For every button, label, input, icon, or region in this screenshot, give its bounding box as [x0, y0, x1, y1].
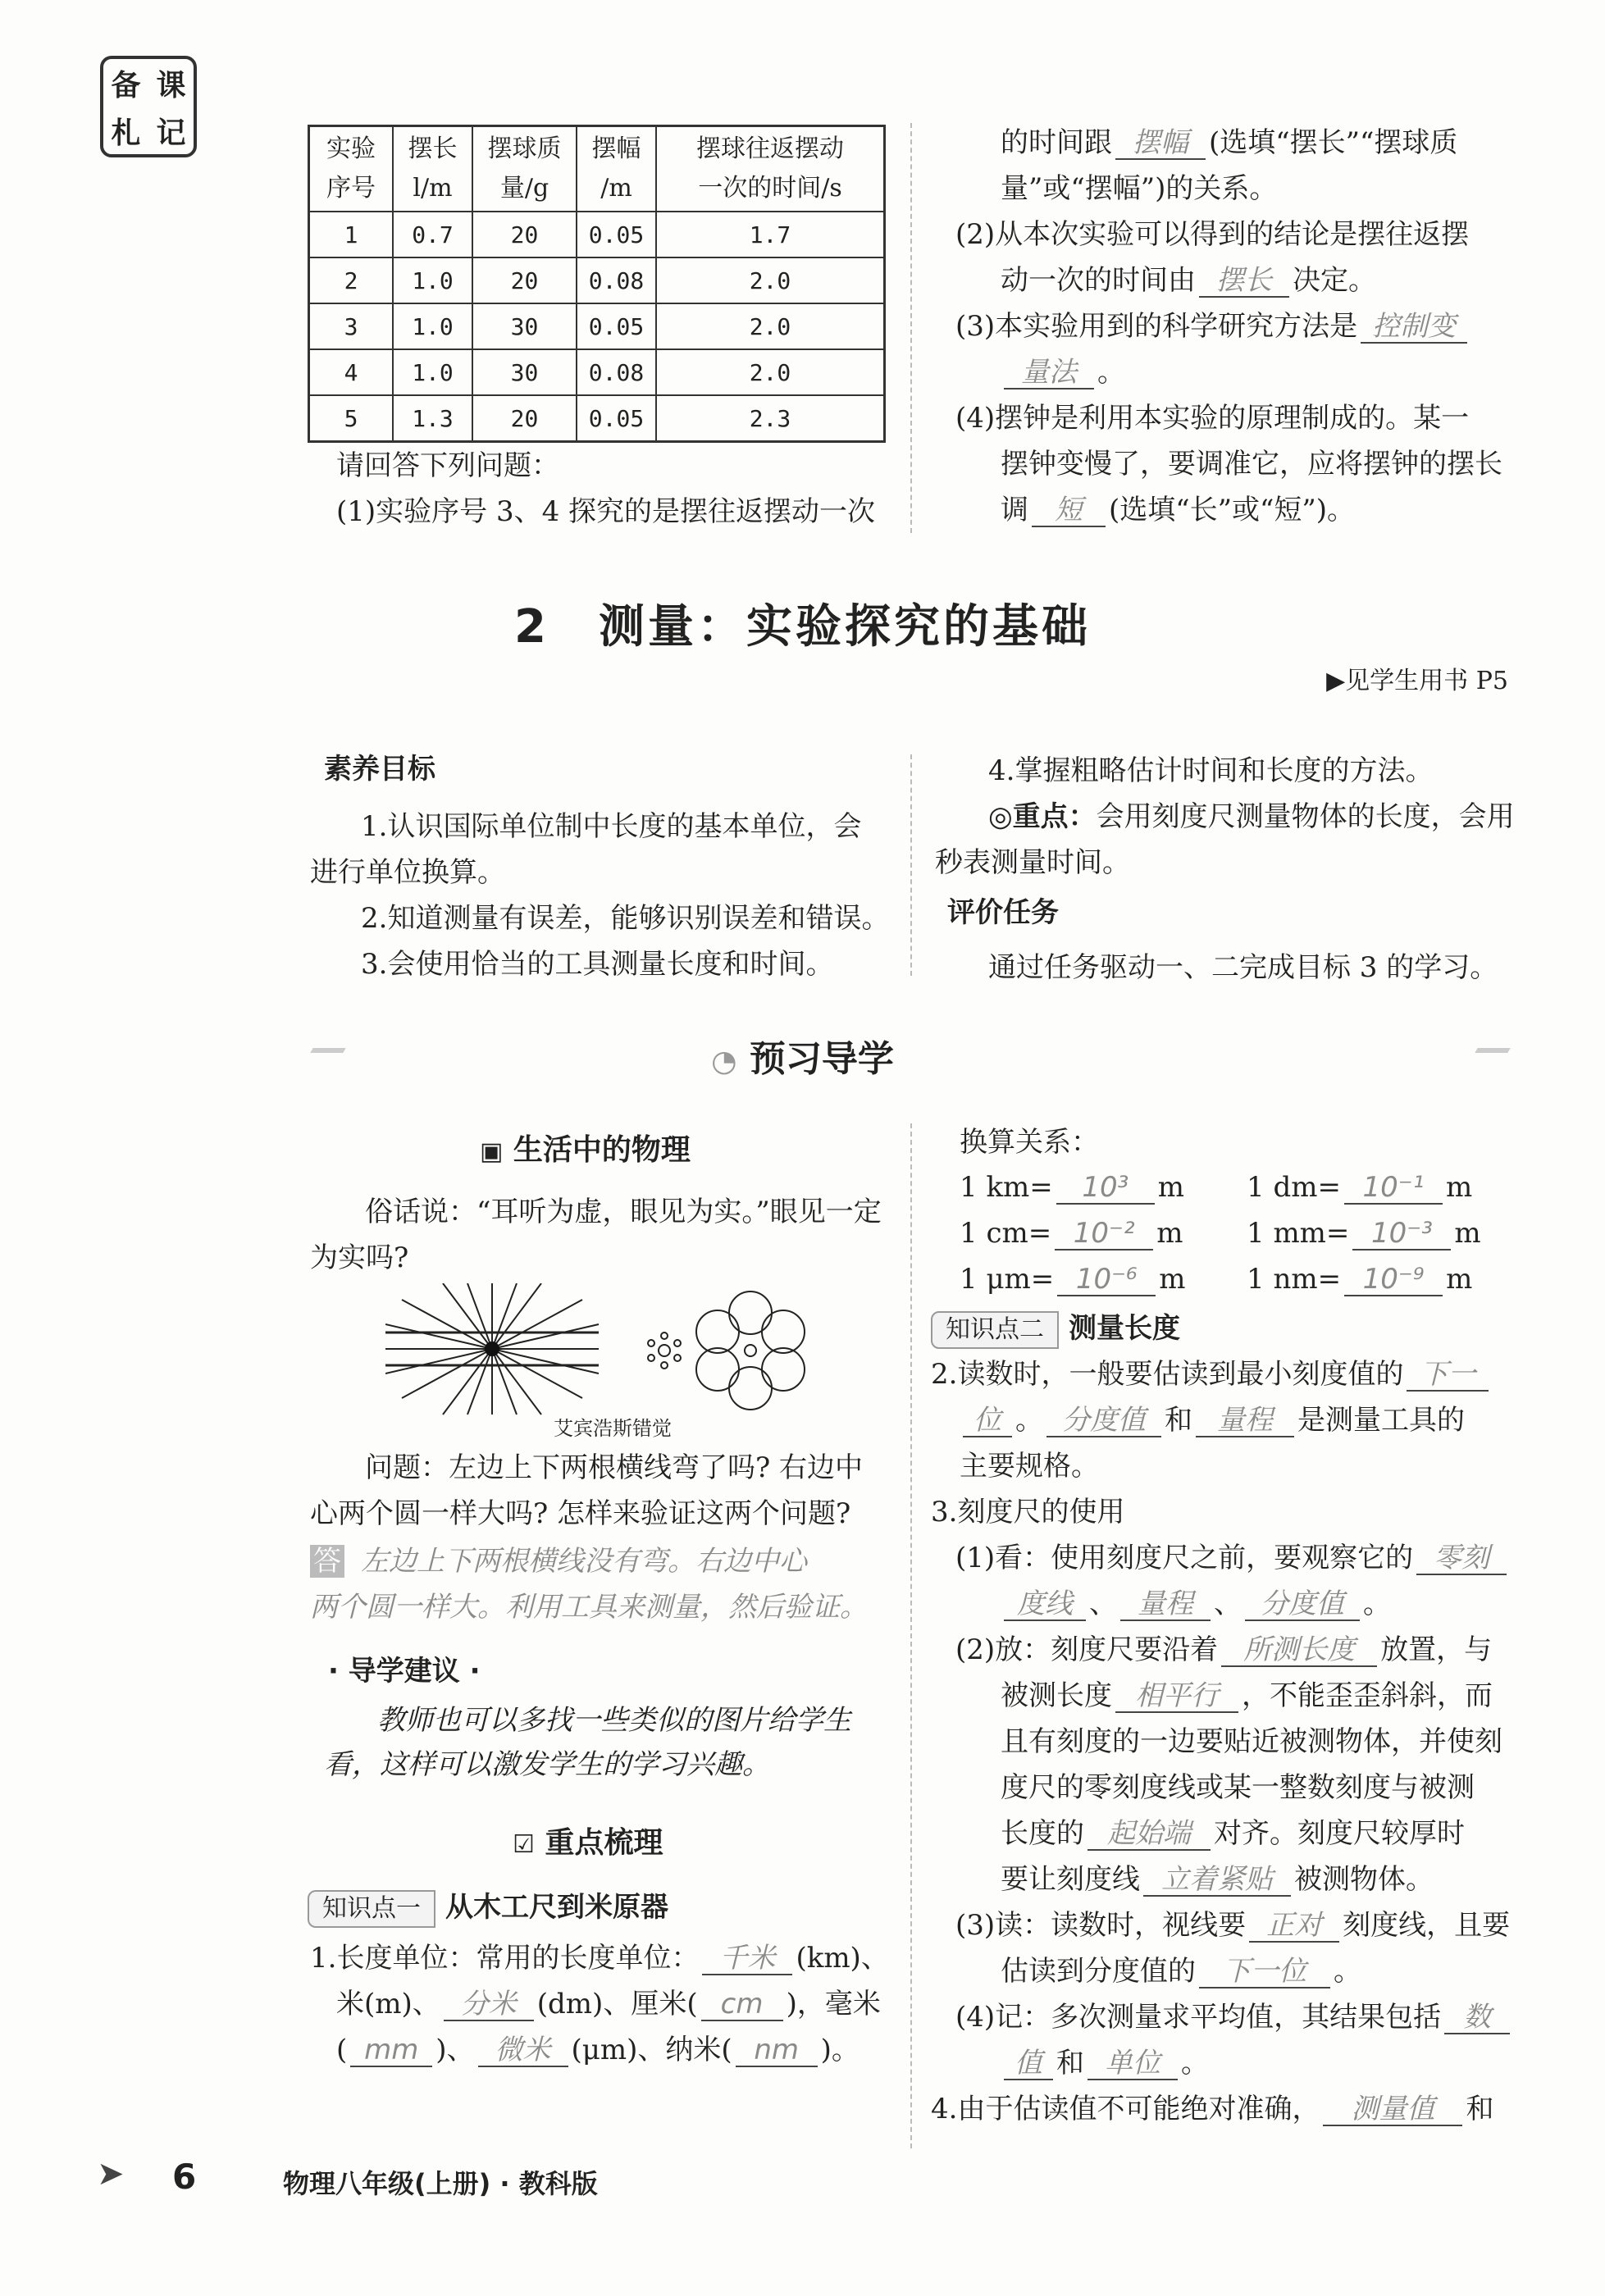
kp2-line: 值 和 单位 。: [1001, 2040, 1209, 2086]
life-paragraph: 俗话说：“耳听为虚，眼见为实。”眼见一定: [365, 1196, 882, 1228]
book-icon: ▣: [480, 1137, 504, 1166]
table-cell: 20: [472, 395, 577, 442]
kp2-line: 3.刻度尺的使用: [931, 1496, 1125, 1528]
evaluation-text: 通过任务驱动一、二完成目标 3 的学习。: [988, 951, 1498, 984]
table-cell: 2.0: [656, 303, 885, 349]
key-point: ◎重点：会用刻度尺测量物体的长度，会用: [988, 800, 1515, 833]
answer-text-cont: 两个圆一样大。利用工具来测量，然后验证。: [310, 1591, 868, 1624]
small-circles-group: [648, 1332, 681, 1369]
answer-line: 量”或“摆幅”)的关系。: [1001, 172, 1278, 205]
kp2-line: 4.由于估读值不可能绝对准确， 测量值 和: [931, 2093, 1494, 2125]
column-divider: [910, 123, 912, 533]
table-cell: 0.7: [393, 212, 472, 257]
table-cell: 1: [309, 212, 394, 257]
question-4: (4)摆钟是利用本实验的原理制成的。某一: [955, 402, 1470, 435]
notes-stamp: [100, 56, 197, 157]
answer-badge: 答: [310, 1545, 344, 1578]
answer-line: 动一次的时间由 摆长 决定。: [1001, 264, 1376, 297]
pendulum-data-table: [308, 125, 886, 443]
table-cell: 0.08: [577, 257, 656, 303]
swirl-icon: ◔: [711, 1045, 737, 1078]
kp2-line: (4)记：多次测量求平均值，其结果包括 数: [955, 1994, 1513, 2040]
conversion-cm: 1 cm= 10⁻² m: [960, 1217, 1183, 1250]
question-text-cont: 心两个圆一样大吗? 怎样来验证这两个问题?: [310, 1497, 851, 1530]
life-paragraph-cont: 为实吗?: [310, 1241, 409, 1274]
goal-2: 2.知道测量有误差，能够识别误差和错误。: [361, 902, 890, 935]
ebbinghaus-illusion-figure: [385, 1283, 828, 1423]
kp2-line: 度线 、 量程 、 分度值 。: [1001, 1581, 1391, 1627]
answer-line: 量法 。: [1001, 349, 1125, 395]
key-points-heading: ☑ 重点梳理: [513, 1826, 663, 1860]
table-row: [309, 349, 885, 395]
kp2-line: 主要规格。: [960, 1450, 1099, 1483]
goal-1-cont: 进行单位换算。: [310, 856, 505, 889]
table-cell: 1.0: [393, 257, 472, 303]
table-cell: 2.3: [656, 395, 885, 442]
kp2-line: 位 。 分度值 和 量程 是测量工具的: [960, 1397, 1465, 1443]
page-number: 6: [172, 2157, 197, 2197]
goal-3: 3.会使用恰当的工具测量长度和时间。: [361, 948, 834, 981]
kp2-line: (3)读：读数时，视线要 正对 刻度线，且要: [955, 1909, 1511, 1942]
guide-text: 教师也可以多找一些类似的图片给学生: [377, 1704, 851, 1737]
figure-caption: 艾宾浩斯错觉: [554, 1417, 672, 1440]
goals-title: 素养目标: [324, 753, 435, 786]
kp2-line: 估读到分度值的 下一位 。: [1001, 1955, 1361, 1988]
table-header: 摆球往返摆动 一次的时间/s: [656, 126, 885, 212]
length-units-line: ( mm )、 微米 (μm)、纳米( nm )。: [336, 2034, 859, 2066]
table-cell: 20: [472, 212, 577, 257]
conversion-dm: 1 dm= 10⁻¹ m: [1247, 1171, 1473, 1204]
answer-text: 答 左边上下两根横线没有弯。右边中心: [310, 1538, 807, 1584]
kp2-line: 且有刻度的一边要贴近被测物体，并使刻: [1001, 1725, 1502, 1758]
length-units-line: 1.长度单位：常用的长度单位： 千米 (km)、: [310, 1942, 889, 1975]
stamp-char: 记: [156, 115, 186, 150]
table-row: [309, 257, 885, 303]
table-cell: 0.05: [577, 303, 656, 349]
table-header: 摆球质 量/g: [472, 126, 577, 212]
knowledge-point-1-header: 知识点一 从木工尺到米原器: [308, 1884, 668, 1930]
guide-text-cont: 看，这样可以激发学生的学习兴趣。: [324, 1748, 770, 1781]
table-cell: 2.0: [656, 349, 885, 395]
table-cell: 0.08: [577, 349, 656, 395]
kp2-line: 长度的 起始端 对齐。刻度尺较厚时: [1001, 1817, 1465, 1850]
answer-line: 调 短 (选填“长”或“短”)。: [1001, 494, 1356, 526]
goal-1: 1.认识国际单位制中长度的基本单位，会: [361, 810, 862, 843]
conversion-mm: 1 mm= 10⁻³ m: [1247, 1217, 1481, 1250]
book-title-footer: 物理八年级(上册) · 教科版: [283, 2168, 598, 2199]
table-cell: 1.0: [393, 303, 472, 349]
life-physics-heading: ▣ 生活中的物理: [480, 1133, 691, 1167]
kp2-line: 度尺的零刻度线或某一整数刻度与被测: [1001, 1771, 1475, 1804]
arrow-decoration-icon: ➤: [97, 2155, 125, 2193]
checklist-icon: ☑: [513, 1830, 535, 1859]
table-cell: 1.3: [393, 395, 472, 442]
conversion-km: 1 km= 10³ m: [960, 1171, 1185, 1204]
kp2-line: 2.读数时，一般要估读到最小刻度值的 下一: [931, 1351, 1492, 1397]
column-divider: [910, 1123, 912, 2148]
table-header: 摆幅 /m: [577, 126, 656, 212]
table-cell: 30: [472, 349, 577, 395]
question-1: (1)实验序号 3、4 探究的是摆往返摆动一次: [336, 495, 876, 528]
answer-line: 摆钟变慢了，要调准它，应将摆钟的摆长: [1001, 448, 1502, 481]
evaluation-title: 评价任务: [947, 896, 1059, 929]
table-cell: 0.05: [577, 212, 656, 257]
conversion-nm: 1 nm= 10⁻⁹ m: [1247, 1263, 1473, 1296]
table-header: 摆长 l/m: [393, 126, 472, 212]
table-row: [309, 212, 885, 257]
table-row: [309, 303, 885, 349]
student-book-reference: ▶见学生用书 P5: [1326, 667, 1508, 695]
kp2-line: 要让刻度线 立着紧贴 被测物体。: [1001, 1863, 1434, 1896]
table-cell: 0.05: [577, 395, 656, 442]
key-point-cont: 秒表测量时间。: [935, 846, 1130, 879]
table-header: 实验 序号: [309, 126, 394, 212]
answer-line: 的时间跟 摆幅 (选填“摆长”“摆球质: [1001, 126, 1458, 159]
kp2-line: 被测长度 相平行 ，不能歪歪斜斜，而: [1001, 1679, 1493, 1712]
conversion-title: 换算关系：: [960, 1126, 1099, 1159]
kp2-line: (2)放：刻度尺要沿着 所测长度 放置，与: [955, 1633, 1493, 1666]
table-row: [309, 395, 885, 442]
section-title: 2 测量：实验探究的基础: [514, 600, 1091, 654]
knowledge-point-2-header: 知识点二 测量长度: [931, 1305, 1180, 1351]
table-cell: 1.7: [656, 212, 885, 257]
table-cell: 2: [309, 257, 394, 303]
table-cell: 20: [472, 257, 577, 303]
column-divider: [910, 754, 912, 976]
stamp-char: 札: [111, 115, 141, 150]
kp2-line: (1)看：使用刻度尺之前，要观察它的 零刻: [955, 1535, 1510, 1581]
conversion-um: 1 μm= 10⁻⁶ m: [960, 1263, 1186, 1296]
table-cell: 4: [309, 349, 394, 395]
question-text: 问题：左边上下两根横线弯了吗? 右边中: [365, 1451, 864, 1484]
question-3: (3)本实验用到的科学研究方法是 控制变: [955, 303, 1470, 349]
large-circles-group: [696, 1292, 805, 1410]
stamp-char: 课: [156, 67, 186, 102]
center-dot: [485, 1342, 499, 1356]
table-cell: 2.0: [656, 257, 885, 303]
goal-4: 4.掌握粗略估计时间和长度的方法。: [988, 754, 1434, 787]
stamp-char: 备: [111, 67, 141, 102]
table-cell: 3: [309, 303, 394, 349]
table-cell: 30: [472, 303, 577, 349]
question-2: (2)从本次实验可以得到的结论是摆往返摆: [955, 218, 1470, 251]
length-units-line: 米(m)、 分米 (dm)、厘米( cm )，毫米: [336, 1988, 881, 2020]
table-cell: 1.0: [393, 349, 472, 395]
questions-prompt: 请回答下列问题：: [336, 449, 559, 482]
preview-heading: ◔ 预习导学: [711, 1038, 894, 1080]
guide-title: · 导学建议 ·: [328, 1655, 481, 1688]
table-header-row: [309, 126, 885, 212]
table-cell: 5: [309, 395, 394, 442]
